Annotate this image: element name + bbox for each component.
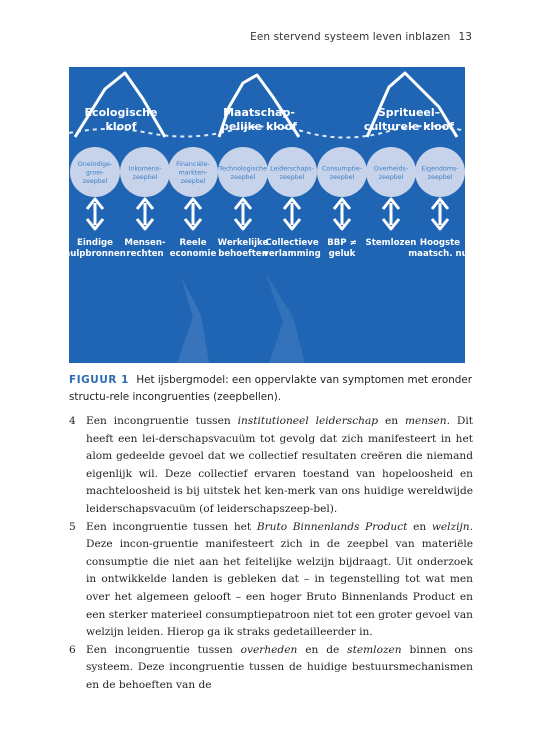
outcome-label: Hoogste xyxy=(419,238,461,248)
outcome-label: maatsch. nut xyxy=(408,249,472,259)
emphasis-text: welzijn xyxy=(431,520,470,533)
bubble-label: Eigendoms- xyxy=(421,165,459,173)
bubble-label: Inkomens- xyxy=(128,165,162,173)
bubble-label: zeepbel xyxy=(279,173,305,181)
outcome-label: Reele xyxy=(179,238,207,248)
outcome-label: hulpbronnen xyxy=(64,249,126,259)
bubble-label: zeepbel xyxy=(230,173,256,181)
emphasis-text: institutioneel leiderschap xyxy=(237,415,379,427)
bubble-label: zeepbel xyxy=(427,173,453,181)
paragraph-number: 4 xyxy=(69,415,76,427)
chapter-title: Een stervend systeem leven inblazen xyxy=(250,31,451,43)
text-run: . Deze incon-gruentie manifesteert zich in de zeepbel van materiële consumptie die niet aan het feitelijke welzijn bijdraagt. Uit onderzoek in ontwikkelde landen is gebleken dat – in tegenstelling tot wat men over het algemeen gelooft – een hoger Bruto Binnenlands Product en een sterker materieel consumptiepatroon niet tot een groter gevoel van welzijn leiden. Hierop ga ik straks gedetailleerder in. xyxy=(86,520,474,639)
paragraph-number: 5 xyxy=(69,520,76,533)
figure-caption xyxy=(69,372,479,406)
paragraph-text xyxy=(86,413,473,519)
bubble-label: Leiderschaps- xyxy=(270,165,314,173)
numbered-paragraph xyxy=(69,413,473,519)
bubble-label: groei- xyxy=(85,169,105,177)
outcome-label: Stemlozen xyxy=(365,238,417,248)
bubble-label: Technologische xyxy=(219,165,267,173)
gap-label: Ecologische xyxy=(84,106,158,119)
figure-label: FIGUUR 1 xyxy=(69,374,130,386)
outcome-label: BBP ≠ xyxy=(327,238,357,248)
emphasis-text: stemlozen xyxy=(347,643,402,656)
paragraph-text xyxy=(86,642,473,695)
bubble-label: Financiële- xyxy=(176,161,210,168)
bubble-label: Overheids- xyxy=(373,165,409,173)
outcome-label: rechten xyxy=(126,249,164,259)
outcome-label: geluk xyxy=(328,249,356,259)
iceberg-diagram xyxy=(64,67,472,363)
figure-caption-text: Het ijsbergmodel: een oppervlakte van symptomen met eronder structu-rele incongruenties (zeepbellen). xyxy=(69,374,473,403)
emphasis-text: mensen xyxy=(404,415,447,427)
numbered-paragraph xyxy=(69,519,473,642)
text-run: binnen ons systeem. Deze incongruentie tussen de huidige bestuursmechanismen en de behoeften van de xyxy=(86,643,473,691)
page-number: 13 xyxy=(458,31,472,43)
text-run: en xyxy=(407,520,432,533)
gap-label: kloof xyxy=(105,120,137,133)
body-text xyxy=(69,413,473,695)
gap-label: pelijke kloof xyxy=(221,120,297,133)
text-run: Een incongruentie tussen het xyxy=(86,520,257,533)
bubble-label: zeepbel xyxy=(132,173,158,181)
outcome-label: economie xyxy=(169,249,217,259)
running-head xyxy=(250,31,472,43)
outcome-label: Collectieve xyxy=(265,238,319,248)
gap-label: Maatschap- xyxy=(223,106,295,119)
iceberg-figure xyxy=(64,67,472,363)
gap-label: culturele kloof xyxy=(363,120,455,133)
bubble-label: Oneindige- xyxy=(77,161,113,168)
bubble-label: zeepbel xyxy=(180,178,206,185)
bubble-label: markten- xyxy=(178,169,208,177)
paragraph-text xyxy=(86,519,473,642)
outcome-label: Werkelijke xyxy=(217,238,269,248)
bubble-label: zeepbel xyxy=(329,173,355,181)
text-run: Een incongruentie tussen xyxy=(86,643,241,656)
text-run: en xyxy=(378,415,405,427)
emphasis-text: Bruto Binnenlands Product xyxy=(256,520,408,533)
bubble-label: Consumptie- xyxy=(321,165,363,173)
bubble-label: zeepbel xyxy=(82,178,108,185)
bubble-label: zeepbel xyxy=(378,173,404,181)
outcome-label: Eindige xyxy=(76,238,114,248)
outcome-label: Mensen- xyxy=(124,238,166,248)
emphasis-text: overheden xyxy=(240,643,298,656)
numbered-paragraph xyxy=(69,642,473,695)
text-run: . Dit heeft een lei-derschapsvacuüm tot gevolg dat zich manifesteert in het alom gedeelde gevoel dat we collectief resultaten creëren die niemand eigenlijk wil. Deze collectief ervaren toestand van hopeloosheid en machteloosheid is bij uitstek het ken-merk van ons huidige wereldwijde leiderschapsvacuüm (of leiderschapszeep-bel). xyxy=(86,415,474,515)
text-run: Een incongruentie tussen xyxy=(86,415,238,427)
paragraph-number: 6 xyxy=(69,643,76,656)
text-run: en de xyxy=(297,643,348,656)
outcome-label: behoeften xyxy=(218,249,268,259)
gap-label: Spritueel– xyxy=(377,106,441,119)
outcome-label: verlamming xyxy=(263,249,321,259)
